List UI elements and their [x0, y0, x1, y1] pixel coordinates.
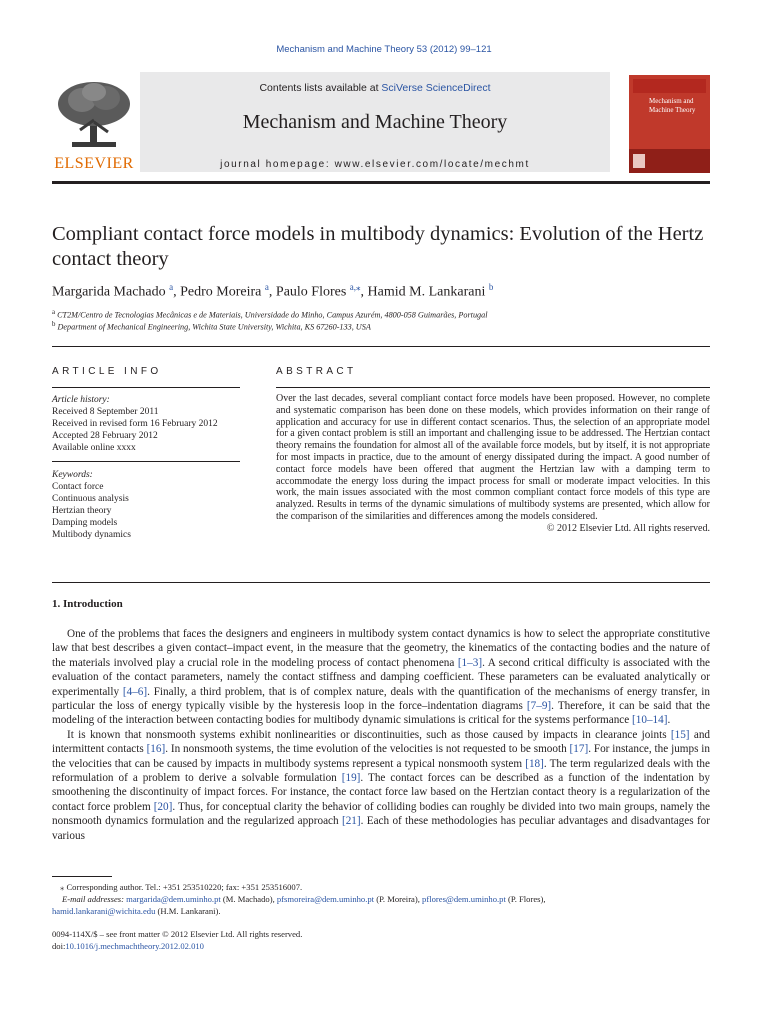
paragraph-text: . For instance, the jumps in the velocities that can be caused by impacts in multibody systems represent a typical nonsmooth system: [52, 743, 710, 770]
article-info-rule: [52, 387, 240, 388]
abstract-bottom-rule: [52, 582, 710, 583]
journal-title: Mechanism and Machine Theory: [242, 111, 508, 133]
paragraph-text: It is known that nonsmooth systems exhibit nonlinearities or discontinuities, such as those caused by impacts in clearance joints: [67, 728, 671, 741]
citation-link[interactable]: [10–14]: [632, 714, 668, 727]
author-list: Margarida Machado $^a$, Pedro Moreira $^a$, Paulo Flores $^{a,⁎}$, Hamid M. Lankarani $^b$: [52, 282, 494, 300]
author-affiliation-mark[interactable]: a,⁎: [349, 282, 361, 292]
email-addresses: [52, 893, 710, 905]
email-owner: (M. Machado),: [220, 894, 277, 904]
email-label: E-mail addresses:: [62, 894, 124, 904]
citation-link[interactable]: [19]: [341, 772, 361, 785]
corresponding-author-note: ⁎ Corresponding author. Tel.: +351 253510220; fax: +351 253516007.: [60, 882, 303, 892]
cover-header-strip: [633, 79, 706, 93]
paragraph-text: . Finally, a third problem, that is of complex nature, deals with the quantification of the mechanisms of energy transfer, in particular the loss of energy typically visible by the hysteresis loop in the force–indentation diagrams: [52, 685, 710, 713]
doi-label: doi:: [52, 941, 66, 951]
contents-line: [140, 82, 610, 94]
email-continued: [52, 905, 710, 917]
front-matter-block: [52, 928, 710, 952]
paragraph-text: . Each of these methodologies has peculiar advantages and disadvantages for various: [52, 815, 710, 842]
citation-link[interactable]: [4–6]: [122, 685, 148, 698]
article-history: [52, 394, 242, 454]
email-link[interactable]: margarida@dem.uminho.pt: [126, 894, 221, 904]
email-link[interactable]: pflores@dem.uminho.pt: [422, 894, 506, 904]
author-affiliation-mark[interactable]: a: [169, 282, 174, 292]
author-name[interactable]: Paulo Flores: [275, 284, 347, 300]
contents-prefix: Contents lists available at: [259, 82, 382, 94]
abstract-copyright: © 2012 Elsevier Ltd. All rights reserved.: [546, 522, 710, 534]
footnote-block: [52, 881, 710, 917]
paragraph-text: . Therefore, it can be said that the modeling of the interaction between contacting bodies for multibody dynamic simulations is critical for the systems performance: [52, 700, 710, 727]
affiliation-text: CT2M/Centro de Tecnologias Mecânicas e de Materiais, Universidade do Minho, Campus Azurém, 4800-058 Guimarães, Portugal: [57, 310, 488, 320]
doi-link[interactable]: 10.1016/j.mechmachtheory.2012.02.010: [65, 941, 204, 951]
history-online: Available online xxxx: [52, 443, 136, 453]
citation-link[interactable]: [21]: [341, 815, 361, 828]
keyword-item: Damping models: [52, 518, 118, 528]
affiliation-mark: b: [52, 321, 56, 328]
email-owner: (P. Flores),: [505, 894, 546, 904]
cover-logo-icon: [633, 154, 645, 168]
issn-line: 0094-114X/$ – see front matter © 2012 Elsevier Ltd. All rights reserved.: [52, 929, 303, 939]
keywords-block: [52, 469, 242, 541]
keyword-item: Multibody dynamics: [52, 530, 131, 540]
doi-line: [52, 940, 710, 952]
affiliation-text: Department of Mechanical Engineering, Wichita State University, Wichita, KS 67260-133, USA: [57, 322, 371, 332]
history-label: Article history:: [52, 395, 110, 405]
email-link[interactable]: hamid.lankarani@wichita.edu: [52, 906, 156, 916]
citation-link[interactable]: [15]: [670, 728, 690, 741]
header-rule: [52, 181, 710, 184]
paragraph-text: .: [667, 714, 671, 727]
email-link[interactable]: pfsmoreira@dem.uminho.pt: [276, 894, 375, 904]
author-affiliation-mark[interactable]: b: [488, 282, 494, 292]
citation-link[interactable]: [20]: [153, 800, 173, 813]
history-received: Received 8 September 2011: [52, 407, 159, 417]
paragraph-text: . A second critical difficulty is associated with the evaluation of the contact parameters, namely the contact stiffness and damping coefficient. These parameters can be evaluated analytically or experimentally: [52, 656, 711, 698]
paragraph-text: . The term regularized deals with the reformulation of a problem to derive a solvable formulation: [52, 757, 710, 785]
journal-homepage[interactable]: journal homepage: www.elsevier.com/locate/mechmt: [220, 159, 530, 170]
keywords-rule: [52, 461, 240, 462]
paragraph-text: . In nonsmooth systems, the time evolution of the velocities is not requested to be smooth: [165, 743, 570, 756]
affiliation-mark: a: [52, 309, 56, 316]
history-revised: Received in revised form 16 February 2012: [52, 419, 218, 429]
author-name[interactable]: Margarida Machado: [52, 284, 166, 300]
email-owner: (P. Moreira),: [374, 894, 423, 904]
publisher-name: ELSEVIER: [54, 155, 134, 172]
keywords-label: Keywords:: [52, 470, 93, 480]
section-rule: [52, 346, 710, 347]
abstract-body: [276, 393, 710, 535]
article-info-heading: ARTICLE INFO: [52, 366, 162, 377]
abstract-heading: ABSTRACT: [276, 366, 357, 377]
abstract-text: Over the last decades, several compliant contact force models have been proposed. However, no complete and systematic comparison has been done on these models, which provides information on their range of application and accuracy for use in different contact scenarios. Thus, the selection of an appropriate model for a given contact problem is still an important and challenging issue to be addressed. The Hertzian contact theory remains the foundation for almost all of the available force models, but by itself, it is not appropriate for most impacts in practice, due to the amount of energy dissipated during the impact. A good number of contact force models have been offered that augment the Hertzian law with a damping term to accommodate the energy loss during the impact process for small or moderate impact velocities. In this work, the main issues associated with the most common compliant contact force models of this type are analyzed. Results in terms of the dynamic simulations of multibody systems are presented, which allow for the comparison of the similarities and differences among the models considered.: [276, 393, 710, 522]
section-heading-introduction: 1. Introduction: [52, 598, 123, 610]
citation-link[interactable]: [17]: [569, 743, 589, 756]
keyword-item: Hertzian theory: [52, 506, 112, 516]
paragraph-text: . Thus, for conceptual clarity the behavior of colliding bodies can roughly be divided into two main groups, namely the nonsmooth dynamics formulation and the regularized approach: [52, 800, 711, 828]
citation-link[interactable]: [18]: [525, 757, 544, 770]
paragraph-text: . The contact forces can be described as a function of the indentation by smoothening the discontinuity of impact forces. For instance, the contact force law based on the Hertzian contact theory is a regularization of the contact force problem: [52, 772, 710, 813]
affiliation-b: [52, 321, 712, 332]
intro-paragraph-1: [52, 627, 710, 728]
article-title: Compliant contact force models in multibody dynamics: Evolution of the Hertz contact theory: [52, 223, 704, 270]
paragraph-text: One of the problems that faces the designers and engineers in multibody system contact dynamics is how to select the appropriate constitutive law that best describes a given contact–impact event, in the measure that the geometry, the kinematics of the contacting bodies and the nature of the materials involved play a crucial role in the modeling process of contact phenomena: [52, 628, 710, 669]
journal-reference[interactable]: Mechanism and Machine Theory 53 (2012) 99–121: [276, 44, 492, 55]
citation-link[interactable]: [16]: [146, 743, 166, 756]
author-affiliation-mark[interactable]: a: [264, 282, 269, 292]
keyword-item: Continuous analysis: [52, 494, 129, 504]
keyword-item: Contact force: [52, 482, 104, 492]
author-name[interactable]: Pedro Moreira: [180, 284, 262, 300]
abstract-rule: [276, 387, 710, 388]
citation-link[interactable]: [1–3]: [457, 656, 483, 669]
sciencedirect-link[interactable]: SciVerse ScienceDirect: [381, 82, 491, 94]
introduction-body: [52, 627, 710, 843]
history-accepted: Accepted 28 February 2012: [52, 431, 158, 441]
cover-title: Mechanism and Machine Theory: [649, 97, 696, 114]
intro-paragraph-2: [52, 728, 710, 843]
journal-cover-thumbnail[interactable]: [629, 75, 710, 173]
footnote-rule: [52, 876, 112, 877]
author-name[interactable]: Hamid M. Lankarani: [367, 284, 486, 300]
affiliation-a: [52, 309, 712, 320]
email-owner: (H.M. Lankarani).: [155, 906, 221, 916]
citation-link[interactable]: [7–9]: [526, 700, 552, 713]
paragraph-text: and intermittent contacts: [52, 728, 711, 756]
